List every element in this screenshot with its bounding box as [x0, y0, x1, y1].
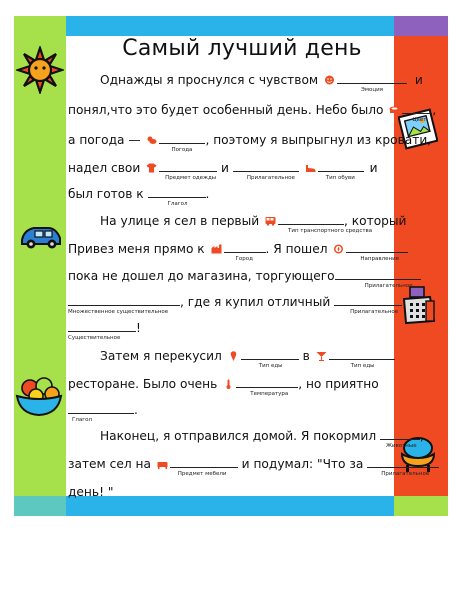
blank-direction[interactable]: Направление [346, 241, 408, 253]
shirt-icon [146, 161, 157, 171]
blank-weather[interactable]: Погода [159, 132, 205, 144]
story-line-15: затем сел на Предмет мебели и подумал: "Что за Прилагательное [68, 456, 388, 472]
blank-shoe-type[interactable]: Тип обуви [318, 160, 364, 172]
weather-icon [146, 133, 157, 143]
story-line-7: Привез меня прямо к Город . Я пошел Направление [68, 241, 388, 257]
blank-color[interactable]: Цвет [402, 102, 432, 114]
story-line-5: был готов к Глагол . [68, 187, 210, 207]
left-green-column [14, 36, 66, 496]
ice-cream-icon [228, 349, 239, 359]
shoe-icon [305, 161, 316, 171]
blank-animals[interactable]: Животные [380, 428, 420, 440]
car-icon [18, 222, 64, 250]
story-line-11: Затем я перекусил Тип еды в Тип еды [100, 348, 420, 364]
top-color-band [14, 16, 448, 36]
bus-icon [265, 214, 276, 224]
story-line-6: На улице я сел в первый Тип транспортного средства , который [100, 214, 407, 234]
story-line-9: Множественное существительное , где я купил отличный Прилагательное [68, 294, 388, 310]
blank-temperature[interactable]: Температура [236, 376, 298, 388]
story-line-14: Наконец, я отправился домой. Я покормил Животные , [100, 429, 424, 449]
blank-adjective-1[interactable]: Прилагательное [233, 160, 299, 172]
blank-adjective-3[interactable]: Прилагательное [334, 294, 402, 306]
compass-icon [333, 242, 344, 252]
thermometer-icon [223, 377, 234, 387]
blank-food-type-1[interactable]: Тип еды [241, 348, 299, 360]
story-line-16: день! " [68, 485, 114, 499]
factory-icon [211, 242, 222, 252]
page-title: Самый лучший день [122, 36, 362, 61]
cash-register-icon [400, 285, 438, 325]
story-line-1: Однажды я проснулся с чувством Эмоция и [100, 73, 423, 93]
blank-food-type-2[interactable]: Тип еды [329, 348, 395, 360]
blank-furniture[interactable]: Предмет мебели [170, 456, 238, 468]
blank-clothing[interactable]: Предмет одежды [159, 160, 217, 172]
cocktail-icon [316, 349, 327, 359]
blank-emotion[interactable]: Эмоция [337, 72, 407, 84]
blank-verb[interactable]: Глагол [148, 186, 206, 198]
blank-noun[interactable]: Существительное [68, 320, 136, 332]
smiley-icon [324, 73, 335, 83]
story-line-13: Глагол . [68, 402, 388, 418]
blank-plural-noun[interactable]: Множественное существительное [68, 294, 180, 306]
blank-city[interactable]: Город [224, 241, 266, 253]
story-line-10: Существительное ! [68, 321, 141, 341]
blank-verb-2[interactable]: Глагол [68, 402, 134, 414]
sun-icon [16, 46, 64, 94]
story-line-12: ресторане. Было очень Температура , но приятно [68, 377, 379, 397]
sofa-icon [157, 457, 168, 467]
story-line-2: понял,что это будет особенный день. Небо было Цвет , [68, 103, 437, 123]
blank-adjective-2[interactable]: Прилагательное [335, 268, 421, 280]
fruit-bowl-icon [14, 372, 64, 418]
story-line-3: а погода — Погода , поэтому я выпрыгнул из кровати, [68, 133, 432, 153]
blank-adjective-4[interactable]: Прилагательное [367, 456, 439, 468]
story-line-8: пока не дошел до магазина, торгующего Прилагательное [68, 268, 388, 284]
paint-bucket-icon [389, 103, 400, 113]
story-line-4: надел свои Предмет одежды и Прилагательное Тип обуви и [68, 161, 378, 181]
blank-transport[interactable]: Тип транспортного средства [278, 213, 344, 225]
